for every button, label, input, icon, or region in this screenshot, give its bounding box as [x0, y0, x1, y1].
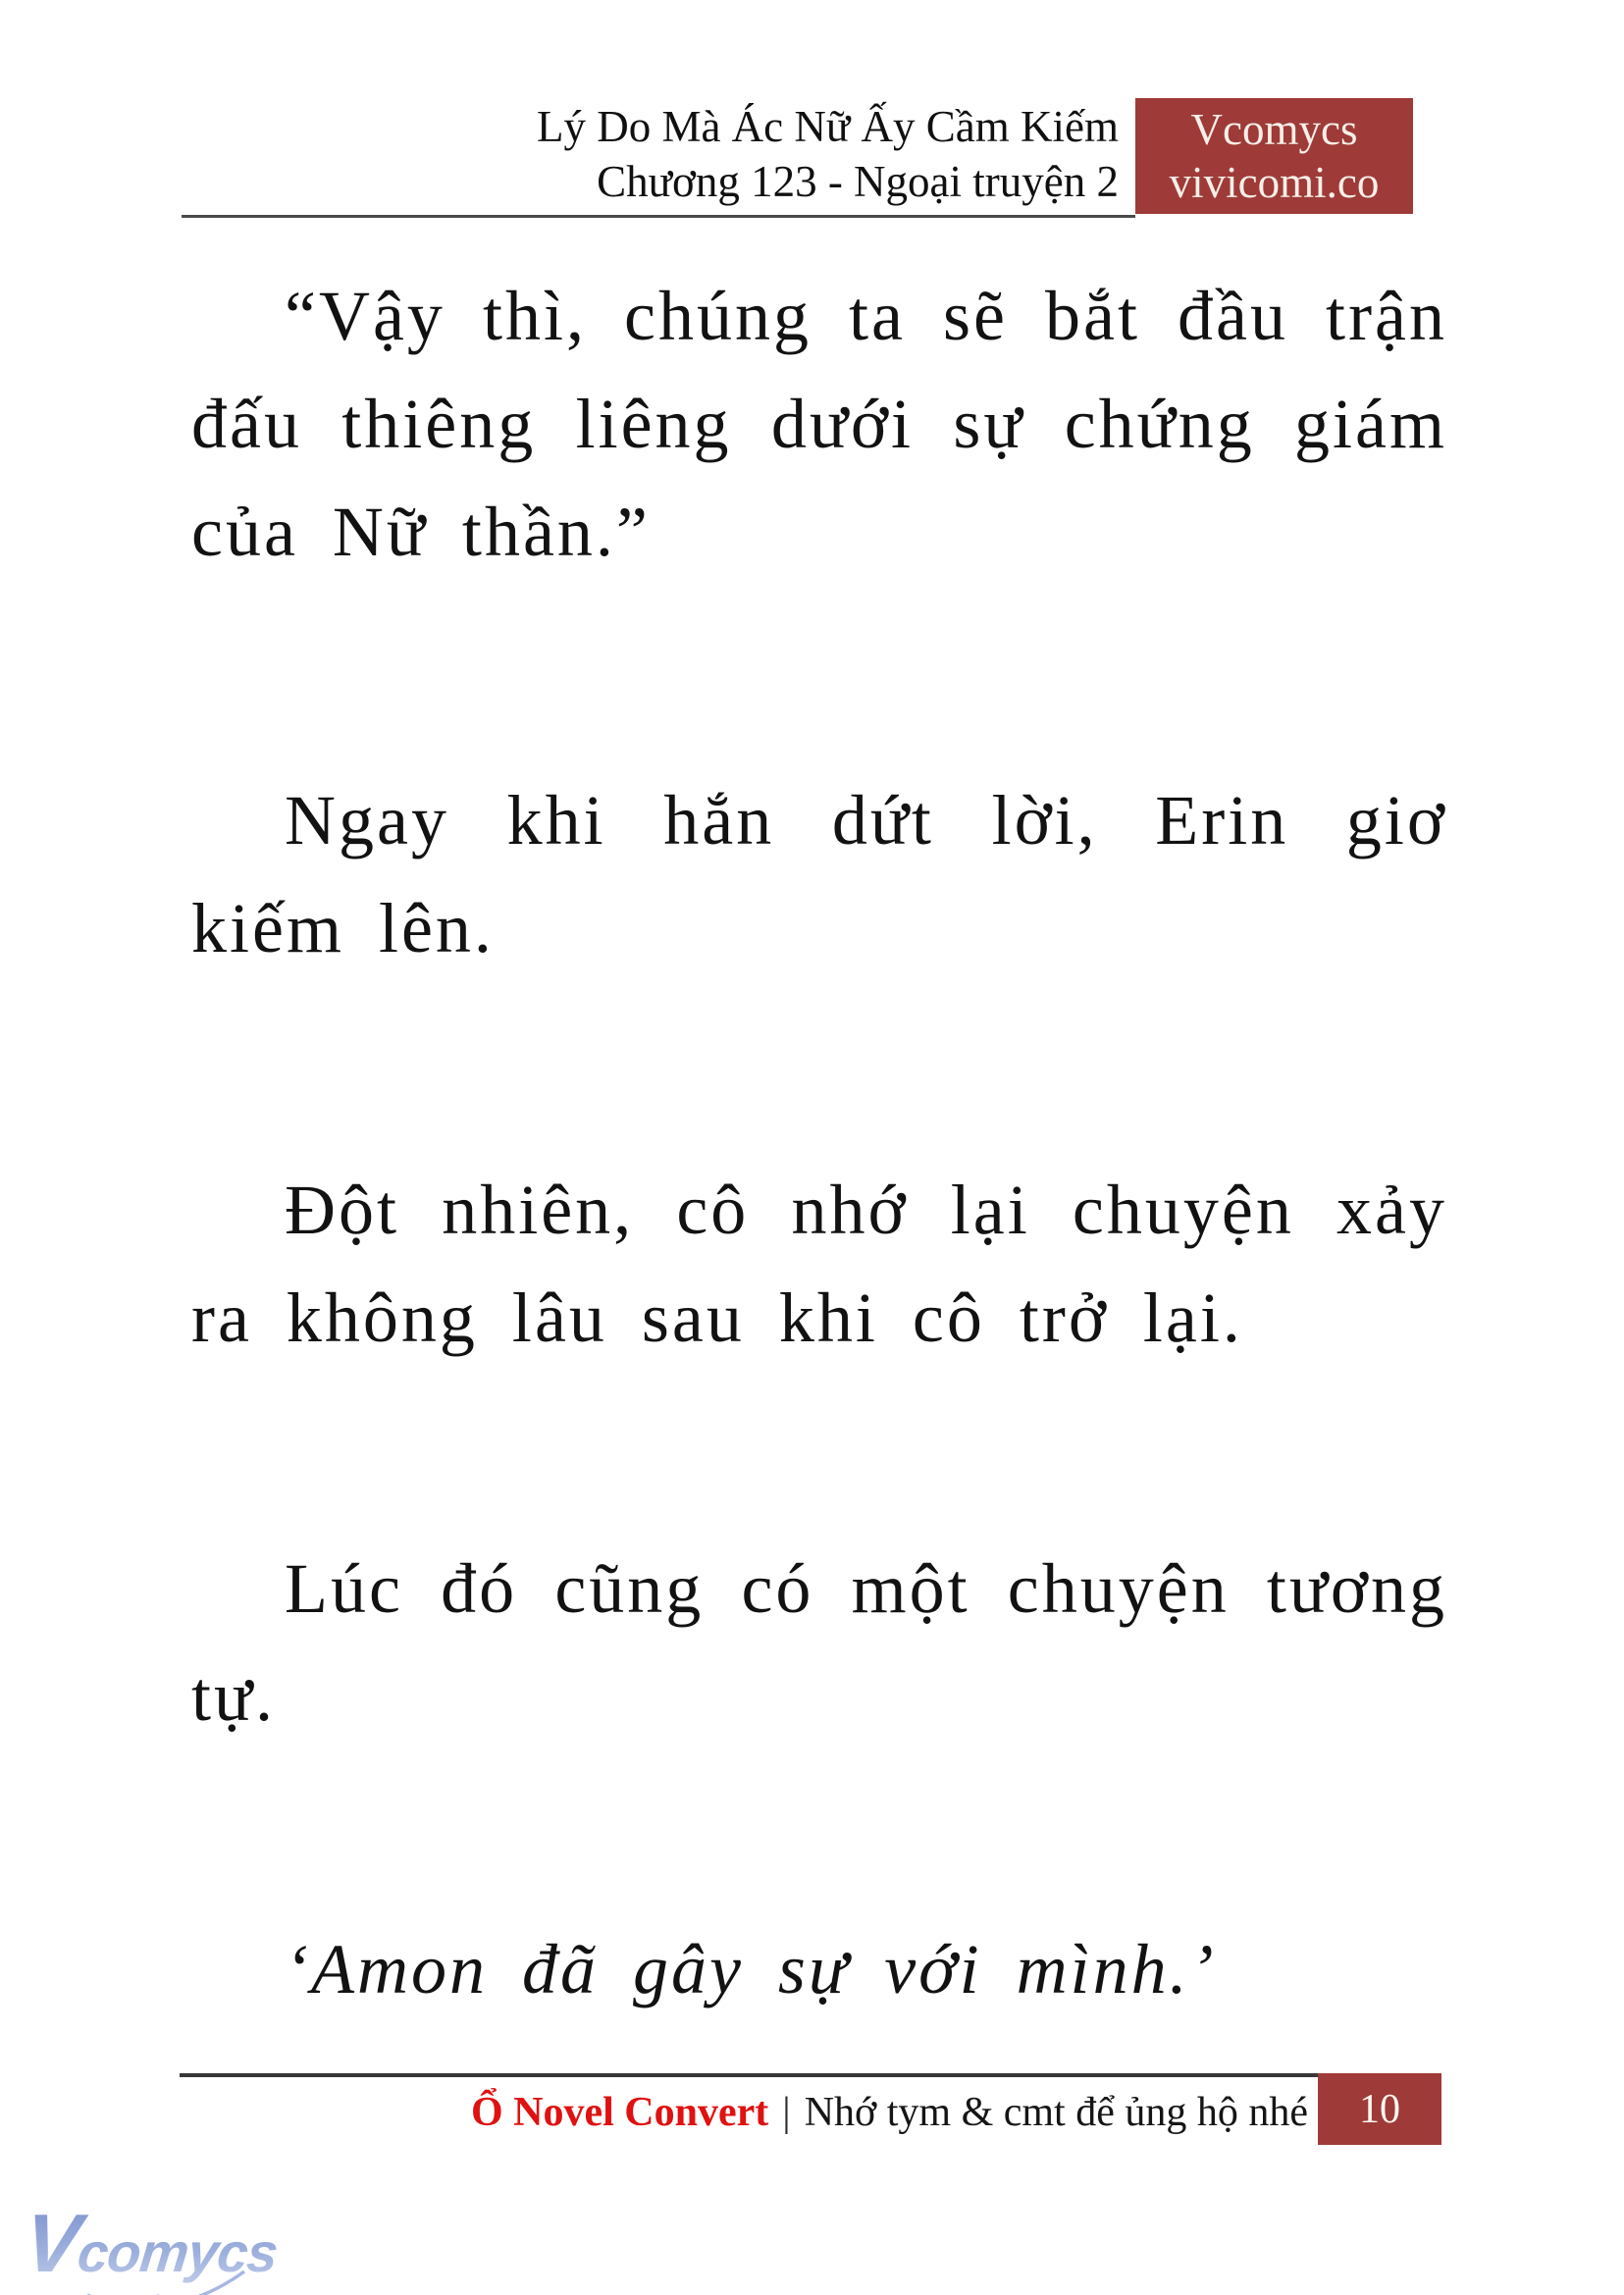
header-rule	[182, 215, 1135, 218]
chapter-subtitle: Chương 123 - Ngoại truyện 2	[597, 157, 1119, 206]
watermark-swoosh-icon	[81, 2266, 278, 2295]
footer-message: Nhớ tym & cmt để ủng hộ nhé	[804, 2090, 1308, 2135]
brand-box	[1135, 98, 1413, 214]
watermark-text: Vcomycs	[20, 2205, 284, 2291]
footer-credit	[180, 2077, 1308, 2148]
brand-site: vivicomi.co	[1169, 158, 1380, 207]
footer-separator: |	[782, 2090, 791, 2135]
watermark-logo	[20, 2197, 281, 2293]
paragraph-4: Lúc đó cũng có một chuyện tương tự.	[191, 1549, 1447, 1736]
paragraph-2: Ngay khi hắn dứt lời, Erin giơ kiếm lên.	[191, 781, 1447, 967]
paragraph-3: Đột nhiên, cô nhớ lại chuyện xảy ra không lâu sau khi cô trở lại.	[191, 1171, 1447, 1357]
brand-name: Vcomycs	[1190, 105, 1358, 154]
page-number-box	[1318, 2073, 1441, 2145]
paragraph-5-thought: ‘Amon đã gây sự với mình.’	[285, 1930, 1217, 2008]
paragraph-1: “Vậy thì, chúng ta sẽ bắt đầu trận đấu thiêng liêng dưới sự chứng giám của Nữ thần.”	[191, 277, 1447, 571]
footer-brand: Ổ Novel Convert	[470, 2090, 769, 2135]
page-number: 10	[1359, 2086, 1400, 2132]
series-title: Lý Do Mà Ác Nữ Ấy Cầm Kiếm	[536, 102, 1119, 151]
chapter-header	[182, 99, 1119, 209]
